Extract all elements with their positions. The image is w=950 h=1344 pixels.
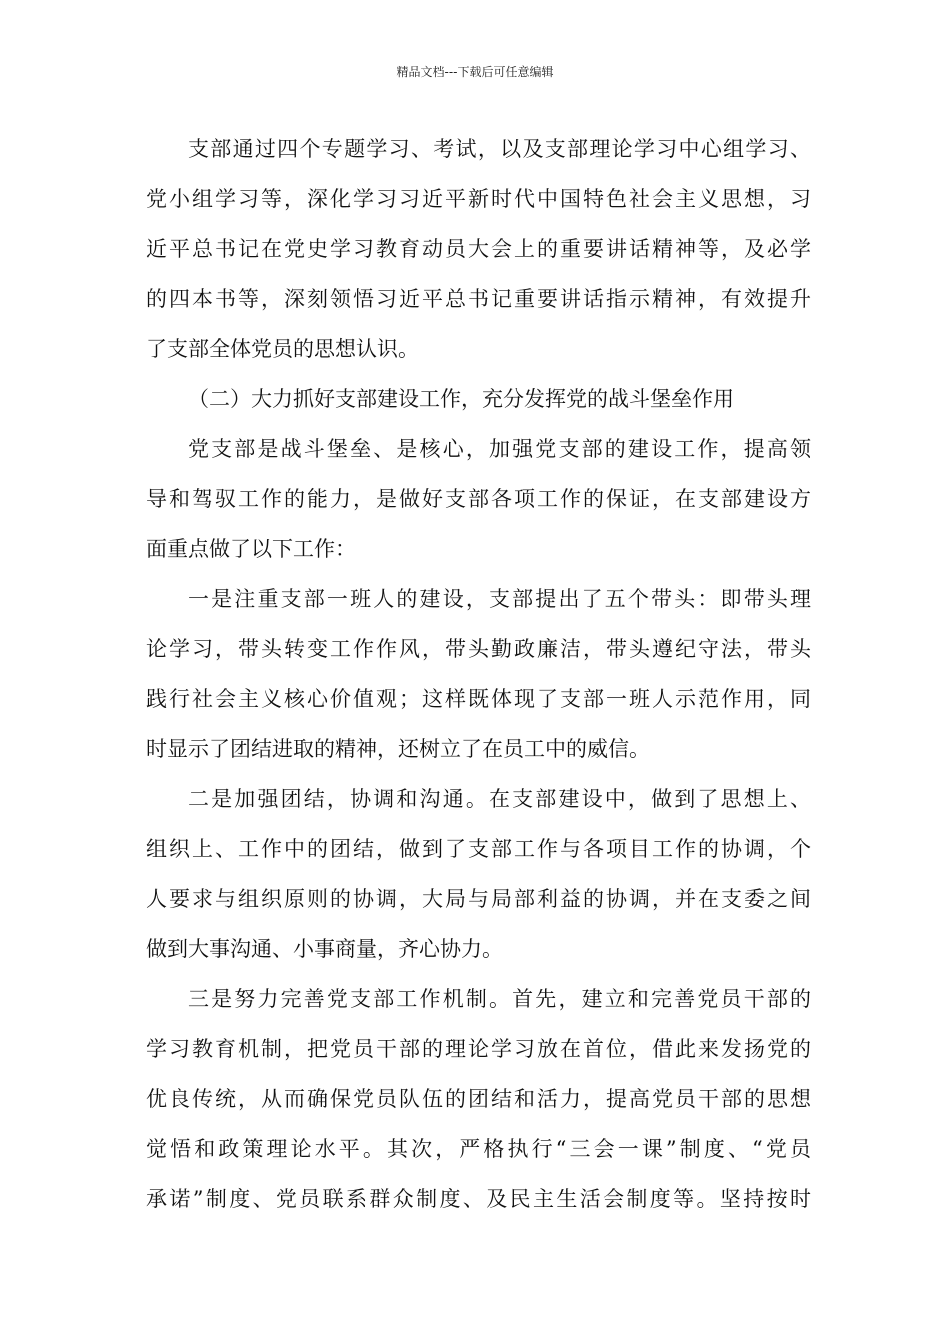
text-line: 面重点做了以下工作： — [146, 537, 356, 561]
text-line: 了支部全体党员的思想认识。 — [146, 337, 419, 361]
text-line: 党小组学习等，深化学习习近平新时代中国特色社会主义思想，习 — [146, 187, 811, 211]
text-line: 优良传统，从而确保党员队伍的团结和活力，提高党员干部的思想 — [146, 1087, 811, 1111]
text-line: 论学习，带头转变工作作风，带头勤政廉洁，带头遵纪守法，带头 — [146, 637, 811, 661]
text-line: 支部通过四个专题学习、考试，以及支部理论学习中心组学习、 — [188, 137, 811, 161]
text-line: 的四本书等，深刻领悟习近平总书记重要讲话指示精神，有效提升 — [146, 287, 811, 311]
document-body — [146, 124, 811, 1224]
text-line: （二）大力抓好支部建设工作，充分发挥党的战斗堡垒作用 — [188, 387, 734, 411]
text-line: 人要求与组织原则的协调，大局与局部利益的协调，并在支委之间 — [146, 887, 811, 911]
text-line: 三是努力完善党支部工作机制。首先，建立和完善党员干部的 — [188, 987, 811, 1011]
text-line: 二是加强团结，协调和沟通。在支部建设中，做到了思想上、 — [188, 787, 811, 811]
text-line: 导和驾驭工作的能力，是做好支部各项工作的保证，在支部建设方 — [146, 487, 811, 511]
text-line: 做到大事沟通、小事商量，齐心协力。 — [146, 937, 503, 961]
text-line: 时显示了团结进取的精神，还树立了在员工中的威信。 — [146, 737, 650, 761]
page-header: 精品文档---下载后可任意编辑 — [396, 65, 554, 79]
text-line: 一是注重支部一班人的建设，支部提出了五个带头：即带头理 — [188, 587, 811, 611]
text-line: 觉悟和政策理论水平。其次，严格执行“三会一课”制度、“党员 — [146, 1137, 811, 1161]
text-line: 践行社会主义核心价值观；这样既体现了支部一班人示范作用，同 — [146, 687, 811, 711]
text-line: 党支部是战斗堡垒、是核心，加强党支部的建设工作，提高领 — [188, 437, 811, 461]
text-line: 近平总书记在党史学习教育动员大会上的重要讲话精神等，及必学 — [146, 237, 811, 261]
text-line: 组织上、工作中的团结，做到了支部工作与各项目工作的协调，个 — [146, 837, 811, 861]
text-line: 学习教育机制，把党员干部的理论学习放在首位，借此来发扬党的 — [146, 1037, 811, 1061]
text-line: 承诺”制度、党员联系群众制度、及民主生活会制度等。坚持按时 — [146, 1187, 811, 1211]
